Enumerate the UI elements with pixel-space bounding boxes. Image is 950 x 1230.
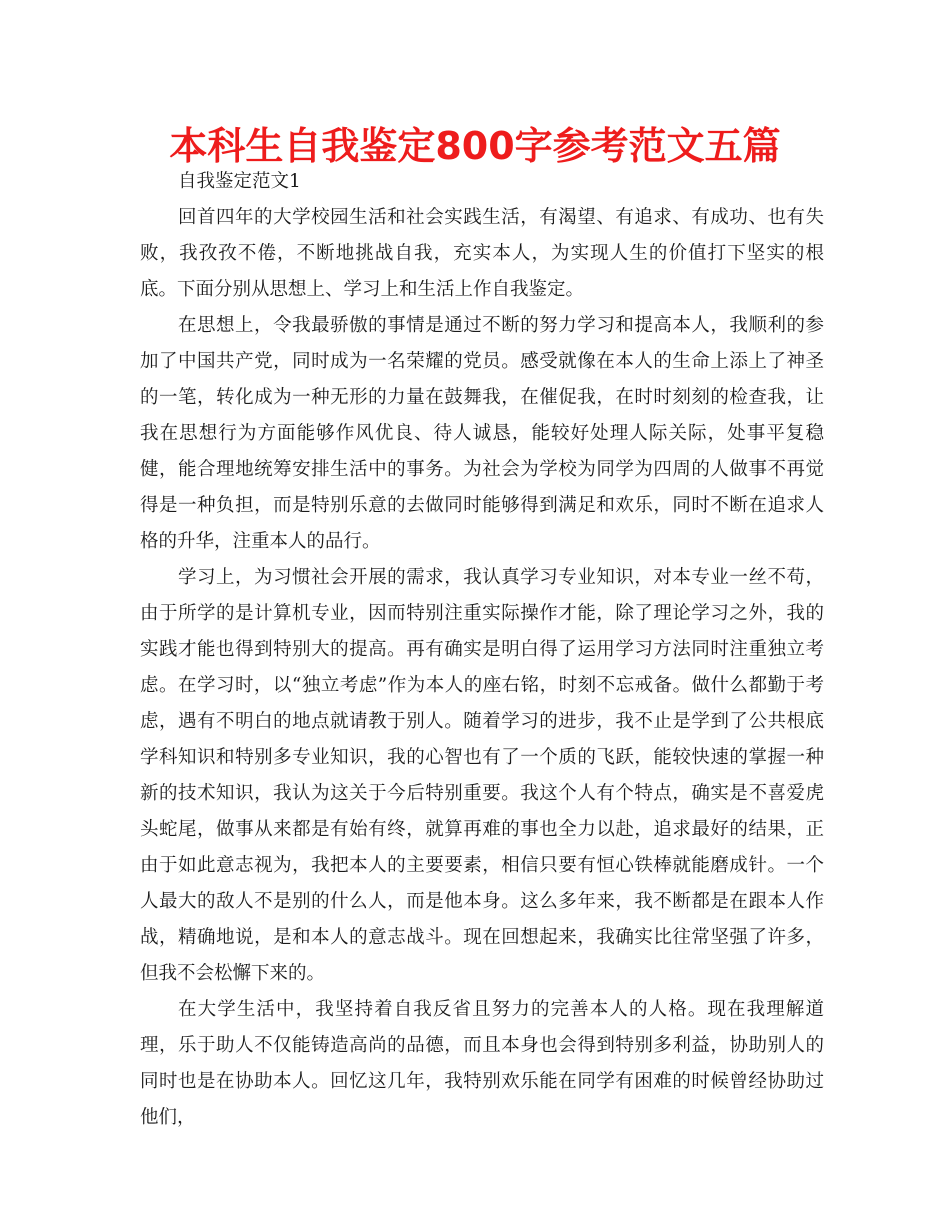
- paragraph-life: 在大学生活中，我坚持着自我反省且努力的完善本人的人格。现在我理解道理，乐于助人不仅能铸造高尚的品德，而且本身也会得到特别多利益，协助别人的同时也是在协助本人。回忆这几年，我特别欢乐能在同学有困难的时候曾经协助过他们，: [140, 999, 824, 1128]
- paragraph-intro: 回首四年的大学校园生活和社会实践生活，有渴望、有追求、有成功、也有失败，我孜孜不倦，不断地挑战自我，充实本人，为实现人生的价值打下坚实的根底。下面分别从思想上、学习上和生活上作自我鉴定。: [140, 207, 824, 300]
- paragraph-study: 学习上，为习惯社会开展的需求，我认真学习专业知识，对本专业一丝不苟，由于所学的是计算机专业，因而特别注重实际操作才能，除了理论学习之外，我的实践才能也得到特别大的提高。再有确实是明白得了运用学习方法同时注重独立考虑。在学习时，以“独立考虑”作为本人的座右铭，时刻不忘戒备。做什么都勤于考虑，遇有不明白的地点就请教于别人。随着学习的进步，我不止是学到了公共根底学科知识和特别多专业知识，我的心智也有了一个质的飞跃，能较快速的掌握一种新的技术知识，我认为这关于今后特别重要。我这个人有个特点，确实是不喜爱虎头蛇尾，做事从来都是有始有终，就算再难的事也全力以赴，追求最好的结果，正由于如此意志视为，我把本人的主要要素，相信只要有恒心铁棒就能磨成针。一个人最大的敌人不是别的什么人，而是他本身。这么多年来，我不断都是在跟本人作战，精确地说，是和本人的意志战斗。现在回想起来，我确实比往常坚强了许多，但我不会松懈下来的。: [140, 567, 824, 984]
- document-title: 本科生自我鉴定800字参考范文五篇: [169, 124, 781, 168]
- document-body: [140, 166, 824, 1136]
- paragraph-thought: 在思想上，令我最骄傲的事情是通过不断的努力学习和提高本人，我顺利的参加了中国共产党，同时成为一名荣耀的党员。感受就像在本人的生命上添上了神圣的一笔，转化成为一种无形的力量在鼓舞我，在催促我，在时时刻刻的检查我，让我在思想行为方面能够作风优良、待人诚恳，能较好处理人际关际，处事平复稳健，能合理地统筹安排生活中的事务。为社会为学校为同学为四周的人做事不再觉得是一种负担，而是特别乐意的去做同时能够得到满足和欢乐，同时不断在追求人格的升华，注重本人的品行。: [140, 315, 824, 552]
- section-heading: 自我鉴定范文1: [178, 171, 301, 192]
